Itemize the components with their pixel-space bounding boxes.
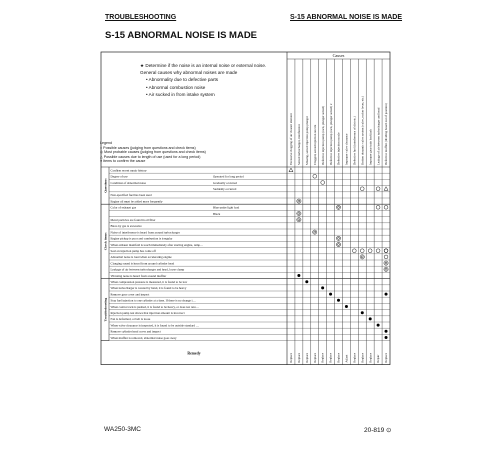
row-label: When valve clearance is inspected, it is found to be outside standard … [110,323,199,328]
row-label: Engine oil must be added more frequently [110,199,163,204]
group-label: Troubleshooting [103,297,108,322]
remedy-label: Remedy [187,351,201,356]
double-circle-inner [298,200,300,202]
row-label: Seal on injection pump has come off [110,249,156,253]
double-circle-inner [385,268,387,270]
dot-icon [337,299,340,302]
remedy-value: Replace [384,352,389,363]
double-circle-icon [384,267,388,271]
group-label: Check items [103,232,108,251]
remedy-value: Replace [320,352,325,363]
header-title: S-15 ABNORMAL NOISE IS MADE [290,14,403,21]
row-label: When exhaust manifold is touch immediately after starting engine, temp… [110,242,204,247]
cause-label: Leakage of air between turbocharger and head [376,107,381,165]
circle-icon [313,174,317,178]
cause-label: Improper gear train backlash [368,129,373,165]
row-label: When turbocharger is rotated by hand, it is found to be heavy [110,286,187,291]
dot-icon [361,311,364,314]
causes-label: Causes [332,53,345,59]
circle-icon [352,249,356,253]
star-icon: ★ [140,63,145,68]
intro-bullet: • Air sucked in from intake system [146,91,215,97]
double-circle-inner [338,237,340,239]
double-circle-inner [361,256,363,258]
remedy-value: Replace [289,352,294,363]
circle-icon: ○ [100,145,103,150]
remedy-value: Replace [360,352,365,363]
double-circle-inner [298,213,300,215]
remedy-value: Replace [296,352,301,363]
triangle-icon: △ [100,154,103,159]
double-circle-icon [336,242,340,246]
circle-icon [360,187,364,191]
circle-icon [376,187,380,191]
double-circle-icon [336,236,340,240]
row-label: Abnormal noise is loud when accelerating engine [110,255,172,260]
cause-label: Defective injection nozzle [336,132,341,165]
page-title: S-15 ABNORMAL NOISE IS MADE [105,30,258,41]
dot-icon [305,280,308,283]
double-circle-icon [360,255,364,259]
dot-icon [345,305,348,308]
row-sublabel: Suddenly occurred [213,187,237,191]
dot-icon [377,324,380,327]
circle-icon [368,249,372,253]
remedy-value: Replace [352,352,357,363]
row-label: Degree of use [110,174,128,179]
row-label: Stop fuel injection to one cylinder at a time. If there is no change i… [110,298,196,303]
group-label: Questions [103,178,108,193]
row-label: Injection pump test shows that injection amount is incorrect [110,311,185,315]
row-sublabel: Black [213,211,221,216]
footer-page: 20-819 ⊙ [364,427,392,434]
row-label: Remove gear cover and inspect [110,292,150,297]
cause-label: Broken dynamic valve system (valve, rocker lever, etc.) [360,95,365,165]
double-circle-inner [338,244,340,246]
double-circle-icon [297,199,301,203]
cause-label: Seized turbocharger, interference [297,124,302,165]
circle-icon [360,249,364,253]
row-label: When control rack is pushed, it is found to be heavy, or does not retu… [110,304,199,309]
row-label: Noise of interference is heard from around turbocharger [110,230,180,235]
row-label: Condition of abnormal noise [110,180,146,185]
circle-icon [376,205,380,209]
circle-icon [321,181,325,185]
footer-model: WA250-3MC [104,426,141,433]
row-sublabel: Operated for long period [213,174,244,179]
circle-icon [384,205,388,209]
cause-label: Defective injection pump (rack, plunger seized) 2 [328,103,333,165]
row-label: Leakage of air between turbocharger and head, loose clamp [110,267,185,272]
row-label: When compression pressure is measured, it is found to be low [110,280,188,284]
intro-bullet: • Abnormality due to defective parts [146,77,219,83]
double-circle-inner [314,231,316,233]
cause-label: Improper valve clearance [344,133,349,165]
row-label: Engine pickup is poor and combustion is irregular [110,236,173,241]
cause-label: Defective fuel (interference of dirt etc.) [352,116,357,165]
triangle-icon [289,168,293,172]
row-label: Remove cylinder head cover and inspect [110,329,161,334]
legend-heading: Legend [100,141,112,145]
row-label: When muffler is removed, abnormal noise goes away [110,335,177,340]
circle-icon [384,249,388,253]
dot-icon [321,286,324,289]
remedy-value: Replace [328,352,333,363]
double-circle-icon [384,261,388,265]
row-label: Fan is deformed, or belt is loose [110,317,151,322]
dot-icon [385,330,388,333]
cause-label: Missing, seized injection pump plunger [305,116,310,165]
row-sublabel: Gradually occurred [213,180,237,185]
double-circle-icon: ◎ [100,150,104,155]
cause-label: Defective injection pump (rack, plunger seized) [320,105,325,165]
remedy-value: Replace [336,352,341,363]
header-section: TROUBLESHOOTING [105,14,177,21]
intro-line-2: General causes why abnormal noises are made [140,70,238,76]
row-label: Color of exhaust gas [110,205,137,210]
row-sublabel: Blue under light load [213,205,240,210]
dot-icon [329,293,332,296]
circle-icon [384,255,388,259]
row-label: Blow-by gas is excessive [110,224,142,229]
dot-icon [385,293,388,296]
double-circle-icon [336,205,340,209]
remedy-value: Replace [304,352,309,363]
double-circle-inner [338,206,340,208]
cause-label: Excessive clogging of air cleaner element [289,113,294,165]
dot-icon [385,336,388,339]
double-circle-icon [297,218,301,222]
remedy-value: Replace [368,352,373,363]
legend: Legend ○ Possible causes (judging from questions and check items) ◎ Most probable causes (judging from questions and check items) △ Possible causes due to length of use (used for a long period) ● Items to confirm the cause [100,141,290,164]
row-label: Metal particles are found in oil filter [110,218,156,222]
dot-icon [297,274,300,277]
row-label: Confirm recent repair history [110,168,147,173]
intro-bullet: • Abnormal combustion noise [146,84,206,90]
row-label: Vibrating noise is heard from around muffler [110,273,167,278]
double-circle-inner [385,262,387,264]
intro-line-1: Determine if the noise is an internal noise or external noise. [145,63,267,68]
triangle-icon [384,187,388,191]
dot-icon [369,317,372,320]
double-circle-inner [298,219,300,221]
remedy-value: Repair [376,354,381,363]
remedy-value: Adjust [344,354,349,363]
double-circle-icon [313,230,317,234]
row-label: Non-specified fuel has been used [110,193,152,198]
dot-icon: ● [100,159,103,164]
double-circle-icon [297,211,301,215]
cause-label: Defective muffler (dividing board out of position) [384,103,389,165]
cause-label: Clogged, seized injection nozzle [312,124,317,165]
remedy-value: Replace [312,352,317,363]
row-label: Clanging sound is heard from around cylinder head [110,261,175,266]
circle-icon [376,249,380,253]
